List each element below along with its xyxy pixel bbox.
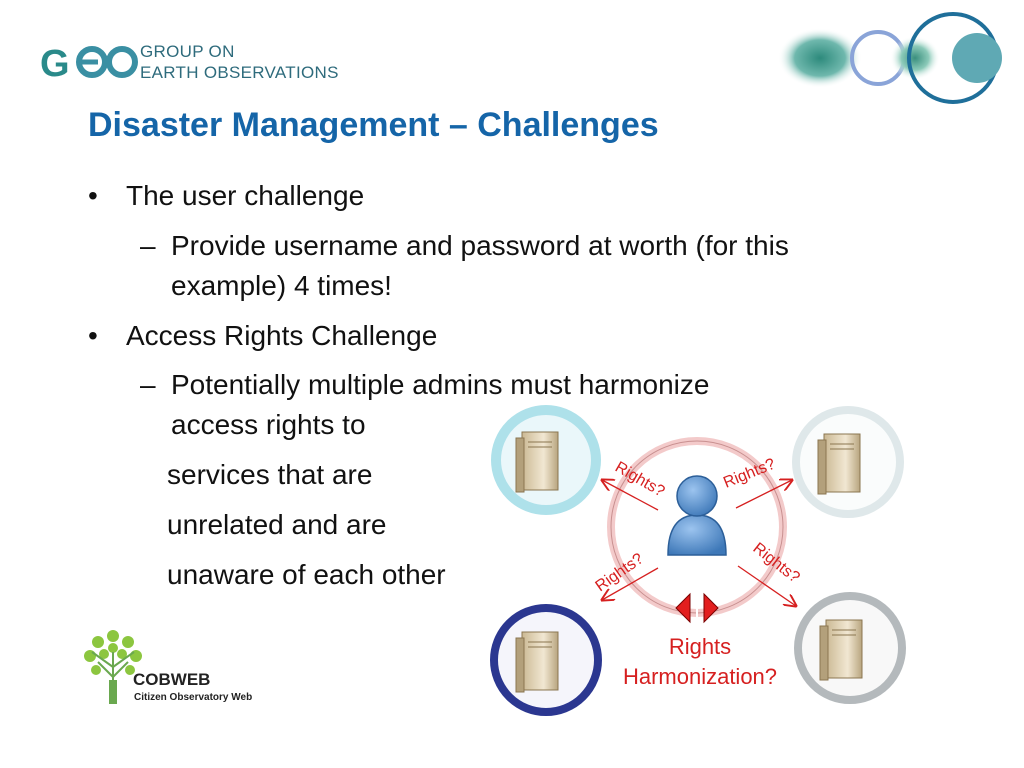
continuation-line2: unrelated and are bbox=[167, 509, 387, 540]
continuation-line3: unaware of each other bbox=[167, 559, 446, 590]
server-icon bbox=[516, 432, 558, 492]
bullet-dot: • bbox=[88, 180, 98, 211]
org-name-line1: GROUP ON bbox=[140, 42, 235, 61]
cobweb-subtitle: Citizen Observatory Web bbox=[134, 692, 253, 703]
cobweb-title: COBWEB bbox=[133, 670, 211, 689]
server-top-left bbox=[494, 408, 598, 512]
geo-logo bbox=[40, 38, 340, 88]
server-bottom-left bbox=[492, 606, 600, 714]
decorative-circles-graphic bbox=[770, 10, 1010, 110]
rights-label-bottom-right: Rights? bbox=[749, 539, 803, 587]
user-icon bbox=[668, 476, 726, 555]
server-icon bbox=[818, 434, 860, 494]
sub-bullet-credentials-line1: Provide username and password at worth (for this bbox=[171, 230, 789, 261]
harmonization-line2: Harmonization? bbox=[622, 664, 778, 689]
server-icon bbox=[820, 620, 862, 680]
rights-conflict-icon bbox=[676, 594, 718, 622]
svg-text:G: G bbox=[40, 43, 70, 85]
sub-bullet-admins-line2: access rights to bbox=[171, 409, 366, 440]
rights-label-bottom-left: Rights? bbox=[592, 550, 647, 596]
rights-label-top-left: Rights? bbox=[612, 458, 668, 501]
org-name-line2: EARTH OBSERVATIONS bbox=[140, 63, 339, 82]
geo-logo-mark bbox=[40, 38, 140, 88]
bullet-user-challenge: The user challenge bbox=[126, 180, 365, 211]
server-top-right bbox=[796, 410, 900, 514]
bullet-access-rights: Access Rights Challenge bbox=[126, 320, 438, 351]
server-icon bbox=[516, 632, 558, 692]
rights-label-top-right: Rights? bbox=[721, 455, 778, 492]
sub-bullet-dash: – bbox=[140, 369, 156, 400]
bullet-dot: • bbox=[88, 320, 98, 351]
harmonization-line1: Rights bbox=[668, 634, 732, 659]
slide-title: Disaster Management – Challenges bbox=[88, 106, 659, 144]
sub-bullet-admins-line1: Potentially multiple admins must harmonize bbox=[171, 369, 710, 400]
harmonization-label bbox=[585, 632, 815, 692]
continuation-line1: services that are bbox=[167, 459, 373, 490]
sub-bullet-credentials-line2: example) 4 times! bbox=[171, 270, 392, 301]
sub-bullet-dash: – bbox=[140, 230, 156, 261]
